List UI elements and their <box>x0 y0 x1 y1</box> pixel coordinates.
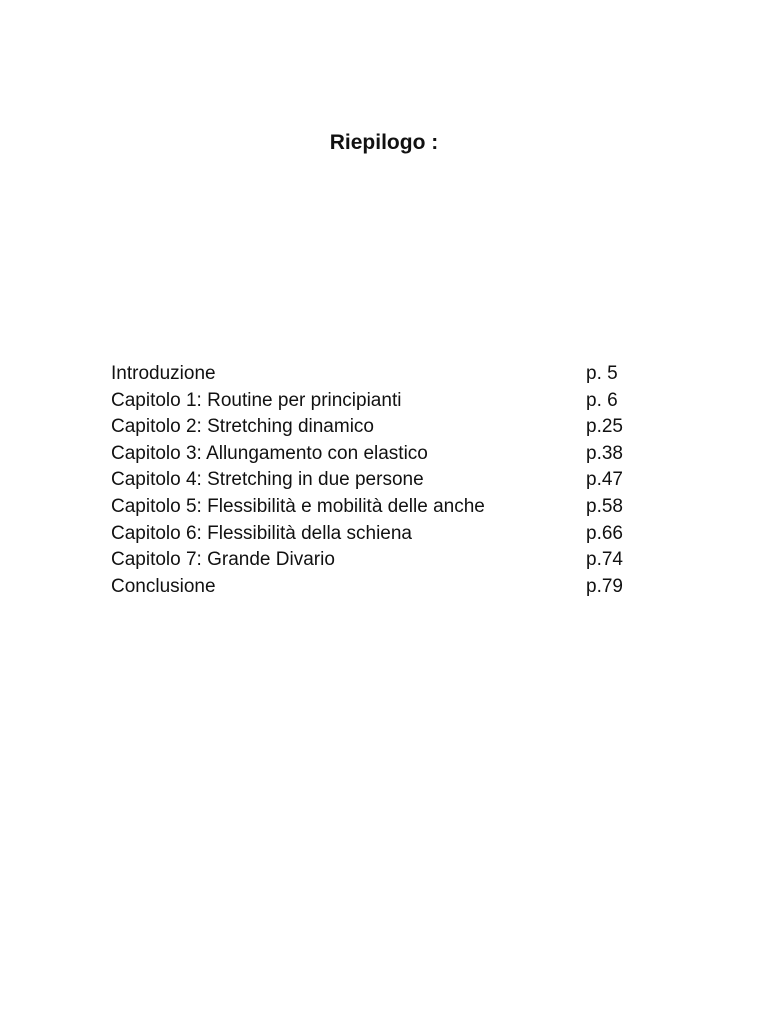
toc-entry-page: p.47 <box>586 469 623 491</box>
toc-entry-label: Capitolo 7: Grande Divario <box>111 549 335 571</box>
toc-entry-page: p.79 <box>586 575 623 597</box>
toc-entry-capitolo-7 <box>111 547 651 574</box>
toc-entry-conclusione <box>111 574 651 601</box>
page-title: Riepilogo : <box>329 131 439 154</box>
toc-entry-label: Conclusione <box>111 575 216 597</box>
toc-entry-label: Capitolo 6: Flessibilità della schiena <box>111 522 412 544</box>
toc-entry-page: p.74 <box>586 549 623 571</box>
table-of-contents <box>111 361 651 600</box>
toc-entry-introduzione <box>111 361 651 388</box>
toc-entry-page: p.66 <box>586 522 623 544</box>
toc-entry-capitolo-3 <box>111 441 651 468</box>
toc-entry-capitolo-6 <box>111 521 651 548</box>
toc-entry-page: p.58 <box>586 495 623 517</box>
toc-entry-page: p.38 <box>586 442 623 464</box>
toc-entry-page: p. 5 <box>586 363 618 384</box>
toc-entry-label: Capitolo 5: Flessibilità e mobilità delle anche <box>111 495 485 517</box>
toc-entry-label: Capitolo 4: Stretching in due persone <box>111 469 424 491</box>
toc-entry-capitolo-5 <box>111 494 651 521</box>
toc-entry-page: p. 6 <box>586 389 618 411</box>
toc-entry-capitolo-4 <box>111 467 651 494</box>
toc-entry-page: p.25 <box>586 416 623 438</box>
toc-entry-label: Capitolo 1: Routine per principianti <box>111 389 402 411</box>
toc-entry-capitolo-2 <box>111 414 651 441</box>
toc-entry-label: Introduzione <box>111 363 216 384</box>
toc-entry-label: Capitolo 2: Stretching dinamico <box>111 416 374 438</box>
toc-entry-label: Capitolo 3: Allungamento con elastico <box>111 442 428 464</box>
toc-entry-capitolo-1 <box>111 388 651 415</box>
